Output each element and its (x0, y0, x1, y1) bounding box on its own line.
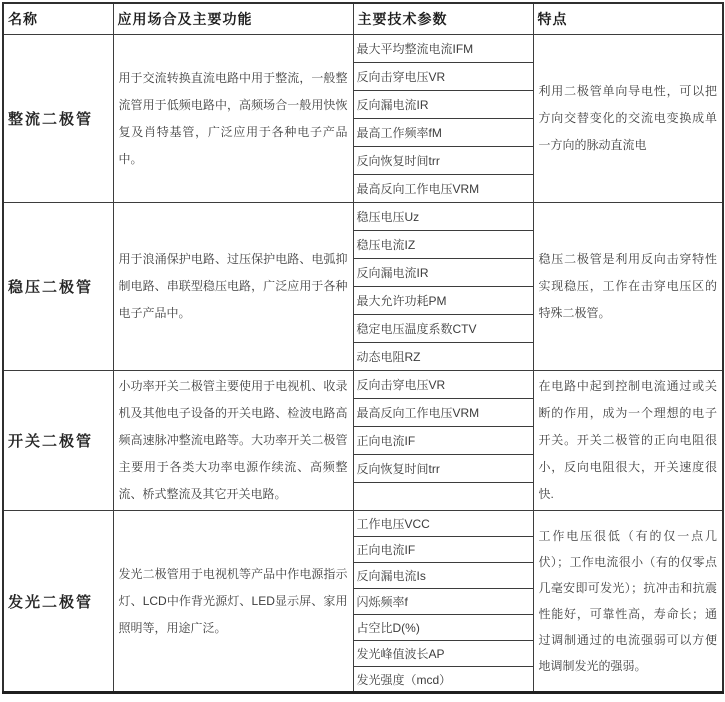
header-application: 应用场合及主要功能 (113, 3, 353, 35)
diode-table (2, 2, 724, 694)
tech-param: 最大允许功耗PM (353, 287, 533, 315)
tech-param: 发光强度（mcd） (353, 667, 533, 693)
tech-param: 反向漏电流Is (353, 563, 533, 589)
header-tech-params: 主要技术参数 (353, 3, 533, 35)
diode-name: 发光二极管 (3, 511, 113, 693)
feature-text: 在电路中起到控制电流通过或关断的作用，成为一个理想的电子开关。开关二极管的正向电阻很小，反向电阻很大，开关速度很快. (533, 371, 723, 511)
table-row-zener-diode (3, 203, 723, 371)
tech-param: 反向击穿电压VR (353, 371, 533, 399)
table-row-switching-diode (3, 371, 723, 511)
feature-text: 稳压二极管是利用反向击穿特性实现稳压，工作在击穿电压区的特殊二极管。 (533, 203, 723, 371)
application-text: 用于交流转换直流电路中用于整流，一般整流管用于低频电路中，高频场合一般用快恢复及肖特基管，广泛应用于各种电子产品中。 (113, 35, 353, 203)
tech-param: 稳定电压温度系数CTV (353, 315, 533, 343)
tech-param: 反向恢复时间trr (353, 455, 533, 483)
feature-text: 工作电压很低（有的仅一点几伏）；工作电流很小（有的仅零点几毫安即可发光）；抗冲击和抗震性能好，可靠性高，寿命长；通过调制通过的电流强弱可以方便地调制发光的强弱。 (533, 511, 723, 693)
tech-param: 占空比D(%) (353, 615, 533, 641)
diode-name: 整流二极管 (3, 35, 113, 203)
tech-param: 最大平均整流电流IFM (353, 35, 533, 63)
tech-param: 稳压电压Uz (353, 203, 533, 231)
tech-param: 反向漏电流IR (353, 91, 533, 119)
tech-param: 稳压电流IZ (353, 231, 533, 259)
tech-param: 发光峰值波长AP (353, 641, 533, 667)
tech-param: 动态电阻RZ (353, 343, 533, 371)
application-text: 发光二极管用于电视机等产品中作电源指示灯、LCD中作背光源灯、LED显示屏、家用照明等，用途广泛。 (113, 511, 353, 693)
application-text: 用于浪涌保护电路、过压保护电路、电弧抑制电路、串联型稳压电路，广泛应用于各种电子产品中。 (113, 203, 353, 371)
diode-name: 稳压二极管 (3, 203, 113, 371)
tech-param: 最高反向工作电压VRM (353, 175, 533, 203)
feature-text: 利用二极管单向导电性，可以把方向交替变化的交流电变换成单一方向的脉动直流电 (533, 35, 723, 203)
application-text: 小功率开关二极管主要使用于电视机、收录机及其他电子设备的开关电路、检波电路高频高速脉冲整流电路等。大功率开关二极管主要用于各类大功率电源作续流、高频整流、桥式整流及其它开关电路。 (113, 371, 353, 511)
tech-param: 最高反向工作电压VRM (353, 399, 533, 427)
tech-param: 正向电流IF (353, 537, 533, 563)
diode-name: 开关二极管 (3, 371, 113, 511)
tech-param: 反向恢复时间trr (353, 147, 533, 175)
table-row-led-diode (3, 511, 723, 693)
table-header (3, 3, 723, 35)
tech-param: 最高工作频率fM (353, 119, 533, 147)
header-name: 名称 (3, 3, 113, 35)
tech-param: 闪烁频率f (353, 589, 533, 615)
tech-param-empty (353, 483, 533, 511)
table-row-rectifier-diode (3, 35, 723, 203)
tech-param: 反向漏电流IR (353, 259, 533, 287)
tech-param: 正向电流IF (353, 427, 533, 455)
tech-param: 工作电压VCC (353, 511, 533, 537)
tech-param: 反向击穿电压VR (353, 63, 533, 91)
header-features: 特点 (533, 3, 723, 35)
